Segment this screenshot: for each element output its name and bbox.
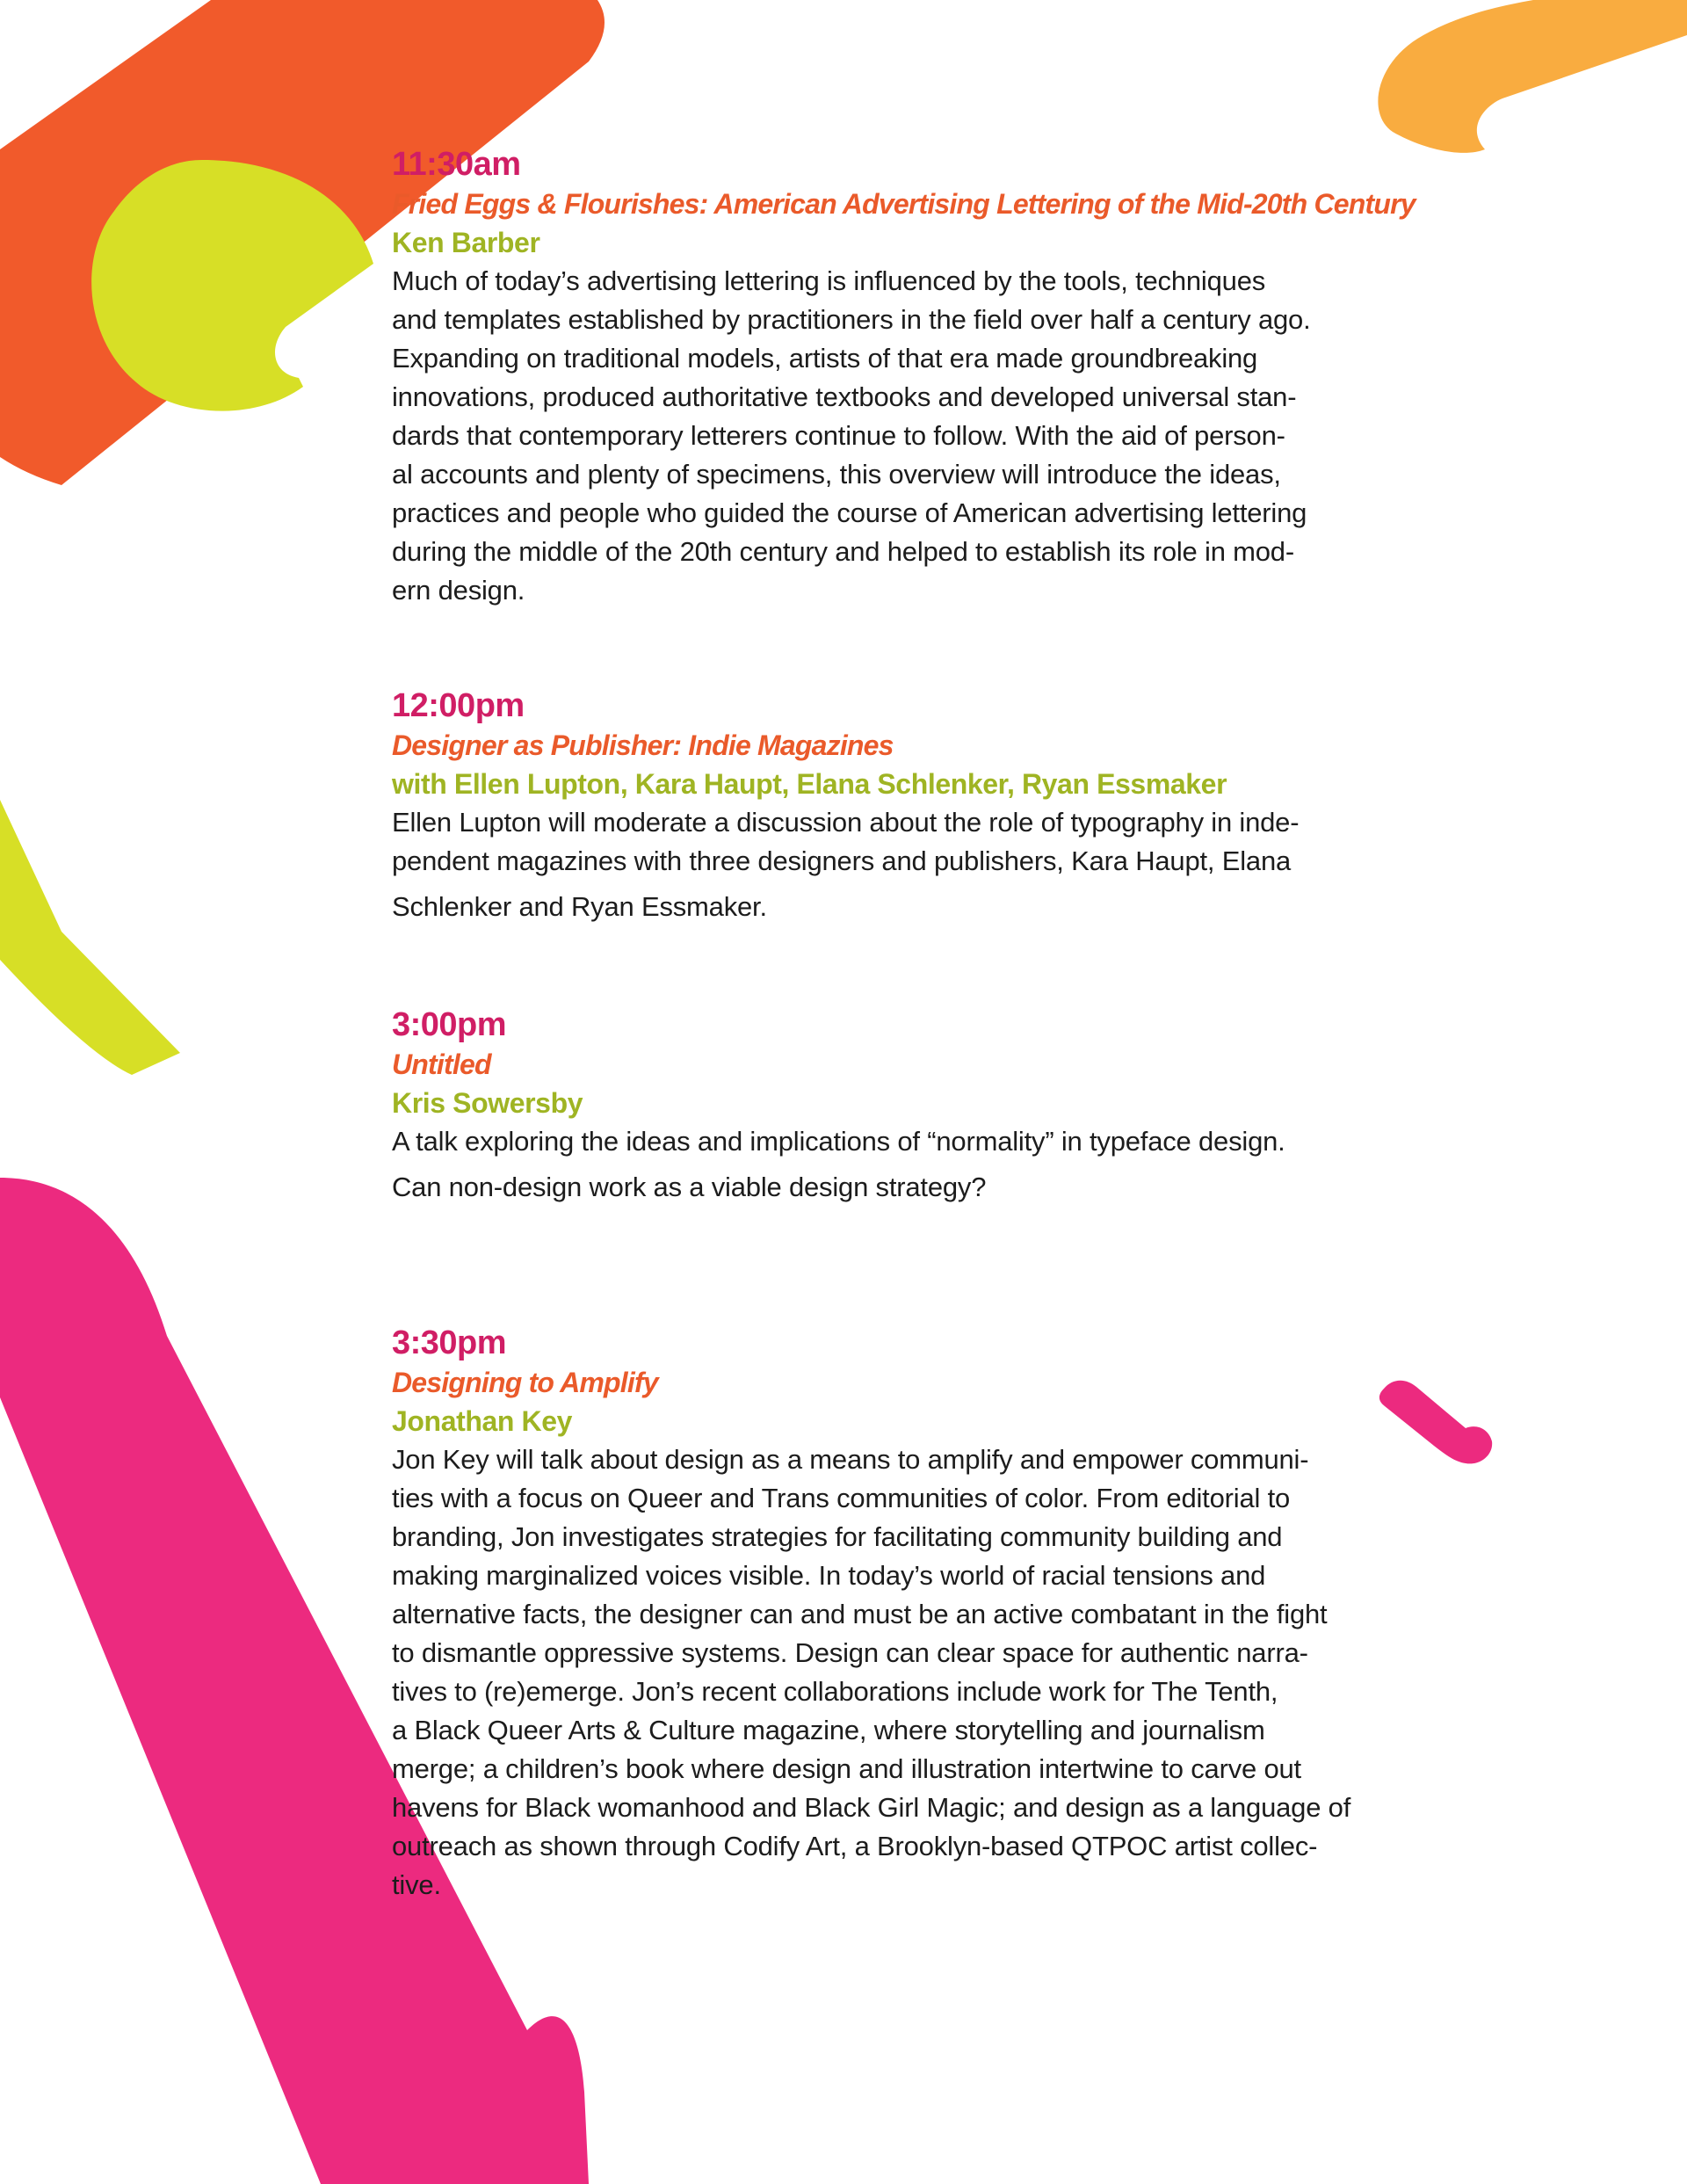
description-line: during the middle of the 20th century and helped to establish its role in mod- [392,536,1294,567]
description-line: Jon Key will talk about design as a means to amplify and empower communi- [392,1444,1309,1475]
description-line: Much of today’s advertising lettering is influenced by the tools, techniques [392,265,1266,296]
description-line: dards that contemporary letterers continue to follow. With the aid of person- [392,420,1285,451]
description-line: Can non-design work as a viable design strategy? [392,1172,987,1202]
description-line: ern design. [392,575,525,606]
session-300 [392,1005,1481,1207]
description-line: al accounts and plenty of specimens, this overview will introduce the ideas, [392,459,1281,490]
description-line: practices and people who guided the course of American advertising lettering [392,497,1307,528]
session-title: Fried Eggs & Flourishes: American Advertising Lettering of the Mid-20th Century [392,188,1415,220]
description-line: making marginalized voices visible. In today’s world of racial tensions and [392,1560,1266,1591]
session-330 [392,1323,1481,1905]
description-line: to dismantle oppressive systems. Design can clear space for authentic narra- [392,1637,1308,1668]
session-time: 11:30am [392,146,521,183]
session-description [392,1122,1481,1207]
session-description [392,1440,1481,1905]
session-1130 [392,144,1481,610]
description-line: pendent magazines with three designers and publishers, Kara Haupt, Elana [392,845,1292,876]
description-line: branding, Jon investigates strategies for facilitating community building and [392,1521,1283,1552]
session-speaker: Ken Barber [392,227,540,258]
session-speaker: Jonathan Key [392,1405,573,1437]
description-line: a Black Queer Arts & Culture magazine, where storytelling and journalism [392,1715,1265,1745]
lime-stroke-shape [0,800,180,1075]
description-line: tive. [392,1869,441,1900]
session-title: Untitled [392,1048,491,1080]
description-line: tives to (re)emerge. Jon’s recent collaborations include work for The Tenth, [392,1676,1278,1707]
session-description [392,803,1481,926]
description-line: Expanding on traditional models, artists of that era made groundbreaking [392,343,1258,374]
description-line: A talk exploring the ideas and implications of “normality” in typeface design. [392,1126,1285,1157]
description-line: innovations, produced authoritative textbooks and developed universal stan- [392,381,1297,412]
description-line: Ellen Lupton will moderate a discussion about the role of typography in inde- [392,807,1300,838]
description-line: Schlenker and Ryan Essmaker. [392,891,767,922]
description-line: merge; a children’s book where design and illustration intertwine to carve out [392,1753,1301,1784]
description-line: alternative facts, the designer can and must be an active combatant in the fight [392,1599,1328,1629]
description-line: and templates established by practitioners in the field over half a century ago. [392,304,1311,335]
session-title: Designing to Amplify [392,1367,658,1398]
description-line: ties with a focus on Queer and Trans communities of color. From editorial to [392,1483,1291,1513]
session-description [392,262,1481,610]
session-time: 12:00pm [392,687,525,724]
session-speaker: with Ellen Lupton, Kara Haupt, Elana Schlenker, Ryan Essmaker [392,768,1227,800]
session-title: Designer as Publisher: Indie Magazines [392,729,894,761]
session-1200 [392,686,1481,926]
description-line: outreach as shown through Codify Art, a Brooklyn-based QTPOC artist collec- [392,1831,1318,1861]
amber-hook-shape [1378,0,1687,153]
session-time: 3:00pm [392,1006,507,1043]
description-line: havens for Black womanhood and Black Girl Magic; and design as a language of [392,1792,1351,1823]
session-speaker: Kris Sowersby [392,1087,583,1119]
session-time: 3:30pm [392,1324,507,1361]
